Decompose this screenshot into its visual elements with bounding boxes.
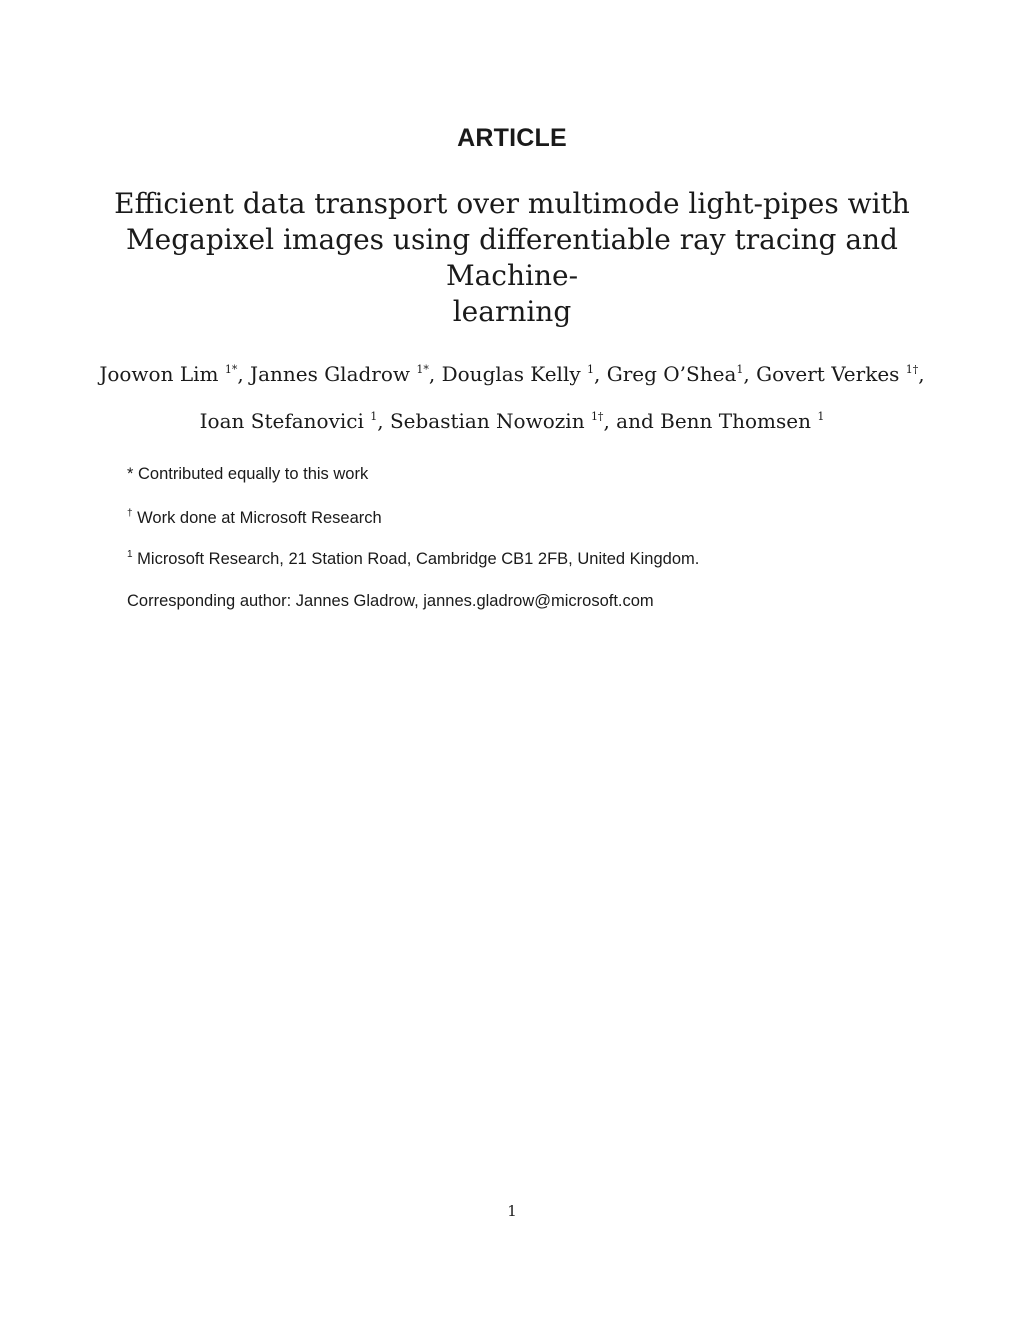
author-name: Joowon Lim: [99, 362, 219, 386]
note-mark: 1: [127, 549, 133, 560]
author-separator: ,: [594, 362, 607, 386]
author-affiliation-mark: 1†: [905, 363, 919, 376]
author-separator: ,: [237, 362, 251, 386]
page-number: 1: [507, 1202, 517, 1220]
author-name: Govert Verkes: [756, 362, 900, 386]
title-line: Efficient data transport over multimode light-pipes with: [114, 187, 910, 220]
note-text: Work done at Microsoft Research: [137, 509, 382, 527]
note-text: Contributed equally to this work: [138, 465, 369, 483]
article-label: ARTICLE: [457, 124, 567, 152]
note-equal-contribution: [127, 465, 927, 484]
note-text: Corresponding author: Jannes Gladrow, jannes.gladrow@microsoft.com: [127, 592, 654, 610]
note-microsoft-work: [127, 509, 927, 528]
author-name: Greg O’Shea: [606, 362, 737, 386]
author-separator: ,: [918, 362, 925, 386]
note-corresponding-author: [127, 592, 927, 611]
note-text: Microsoft Research, 21 Station Road, Cambridge CB1 2FB, United Kingdom.: [137, 550, 700, 568]
author-separator: , and: [603, 409, 661, 433]
author-affiliation-mark: 1: [736, 363, 744, 376]
author-list-line-2: [0, 409, 1024, 433]
author-name: Benn Thomsen: [660, 409, 811, 433]
title-line: learning: [452, 295, 572, 328]
title-line: Megapixel images using differentiable ray tracing and Machine-: [126, 223, 898, 292]
paper-title: [80, 186, 944, 330]
author-affiliation-mark: 1†: [590, 410, 604, 423]
author-name: Jannes Gladrow: [250, 362, 411, 386]
author-affiliation-mark: 1: [817, 410, 825, 423]
author-affiliation-mark: 1: [370, 410, 378, 423]
author-separator: ,: [428, 362, 442, 386]
note-mark: †: [127, 508, 133, 519]
author-separator: ,: [377, 409, 390, 433]
author-affiliation-mark: 1: [587, 363, 595, 376]
author-list-line-1: [0, 362, 1024, 386]
author-affiliation-mark: 1*: [416, 363, 429, 376]
note-mark: *: [127, 465, 134, 483]
author-affiliation-mark: 1*: [224, 363, 238, 376]
author-name: Ioan Stefanovici: [199, 409, 364, 433]
note-affiliation: [127, 550, 927, 569]
author-name: Sebastian Nowozin: [389, 409, 585, 433]
author-name: Douglas Kelly: [441, 362, 581, 386]
author-separator: ,: [743, 362, 757, 386]
